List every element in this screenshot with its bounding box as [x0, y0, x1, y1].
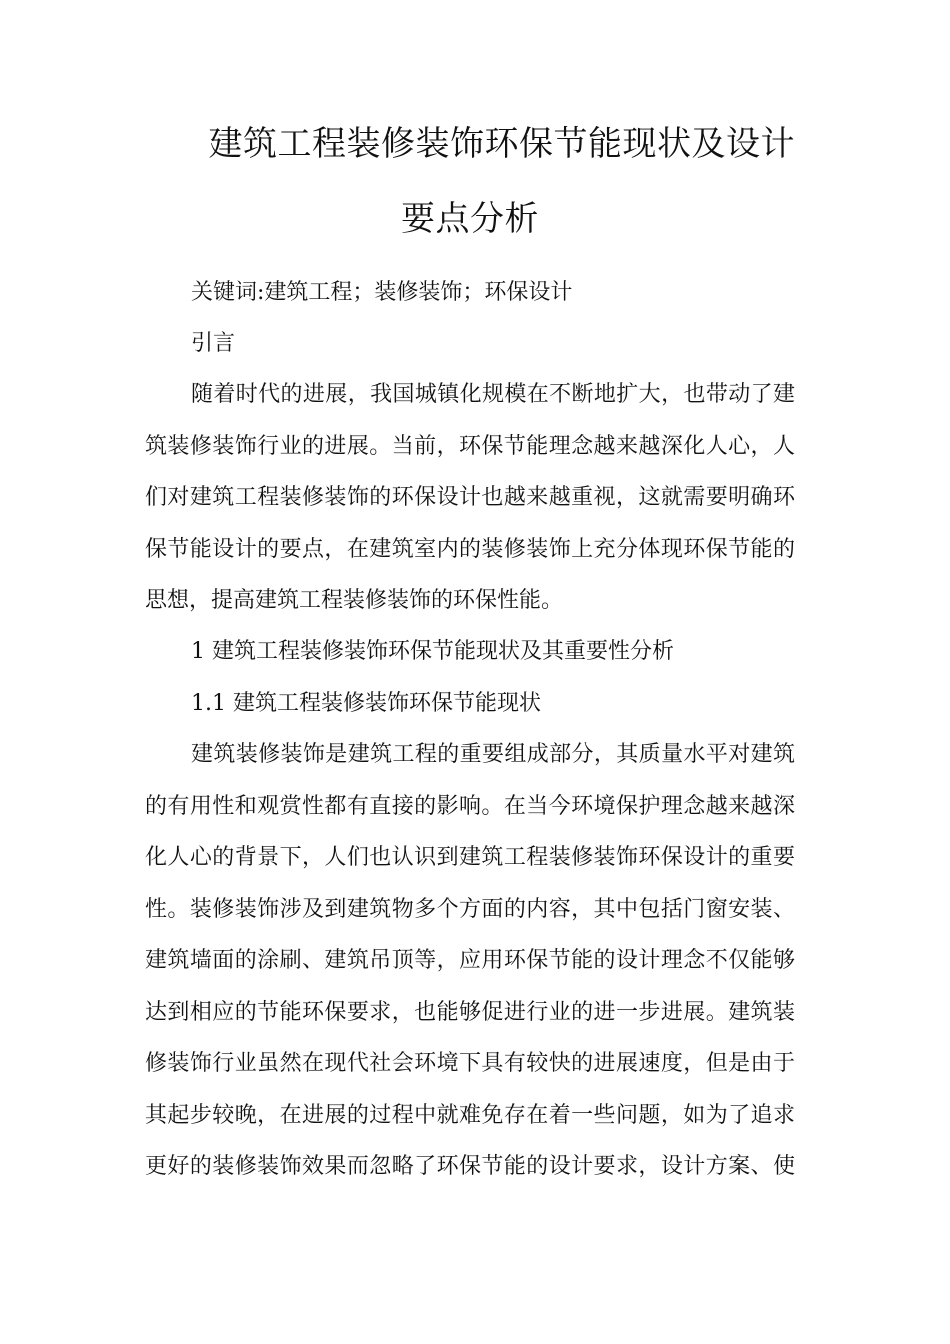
paragraph-2-line: 的有用性和观赏性都有直接的影响。在当今环境保护理念越来越深 [145, 794, 795, 819]
paragraph-1-line: 筑装修装饰行业的进展。当前，环保节能理念越来越深化人心，人 [145, 434, 795, 459]
paragraph-2-line: 建筑装修装饰是建筑工程的重要组成部分，其质量水平对建筑 [191, 742, 795, 767]
paragraph-2-line: 达到相应的节能环保要求，也能够促进行业的进一步进展。建筑装 [145, 1000, 795, 1025]
document-title-line-2: 要点分析 [401, 199, 539, 239]
keywords: 关键词:建筑工程；装修装饰；环保设计 [191, 280, 573, 305]
paragraph-1-line: 思想，提高建筑工程装修装饰的环保性能。 [145, 588, 564, 613]
document-title-line-1: 建筑工程装修装饰环保节能现状及设计 [208, 124, 795, 164]
paragraph-1-line: 们对建筑工程装修装饰的环保设计也越来越重视，这就需要明确环 [145, 485, 795, 510]
section-1-heading: 1 建筑工程装修装饰环保节能现状及其重要性分析 [191, 639, 674, 664]
paragraph-2-line: 性。装修装饰涉及到建筑物多个方面的内容，其中包括门窗安装、 [145, 897, 795, 922]
paragraph-2-line: 化人心的背景下，人们也认识到建筑工程装修装饰环保设计的重要 [145, 845, 795, 870]
paragraph-1-line: 保节能设计的要点，在建筑室内的装修装饰上充分体现环保节能的 [145, 537, 795, 562]
paragraph-2-line: 修装饰行业虽然在现代社会环境下具有较快的进展速度，但是由于 [145, 1051, 795, 1076]
paragraph-2-line: 其起步较晚，在进展的过程中就难免存在着一些问题，如为了追求 [145, 1103, 795, 1128]
paragraph-2-line: 更好的装修装饰效果而忽略了环保节能的设计要求，设计方案、使 [145, 1154, 795, 1179]
intro-heading: 引言 [191, 331, 236, 356]
section-1-1-heading: 1.1 建筑工程装修装饰环保节能现状 [191, 691, 541, 716]
paragraph-2-line: 建筑墙面的涂刷、建筑吊顶等，应用环保节能的设计理念不仅能够 [145, 948, 795, 973]
paragraph-1-line: 随着时代的进展，我国城镇化规模在不断地扩大，也带动了建 [191, 382, 795, 407]
